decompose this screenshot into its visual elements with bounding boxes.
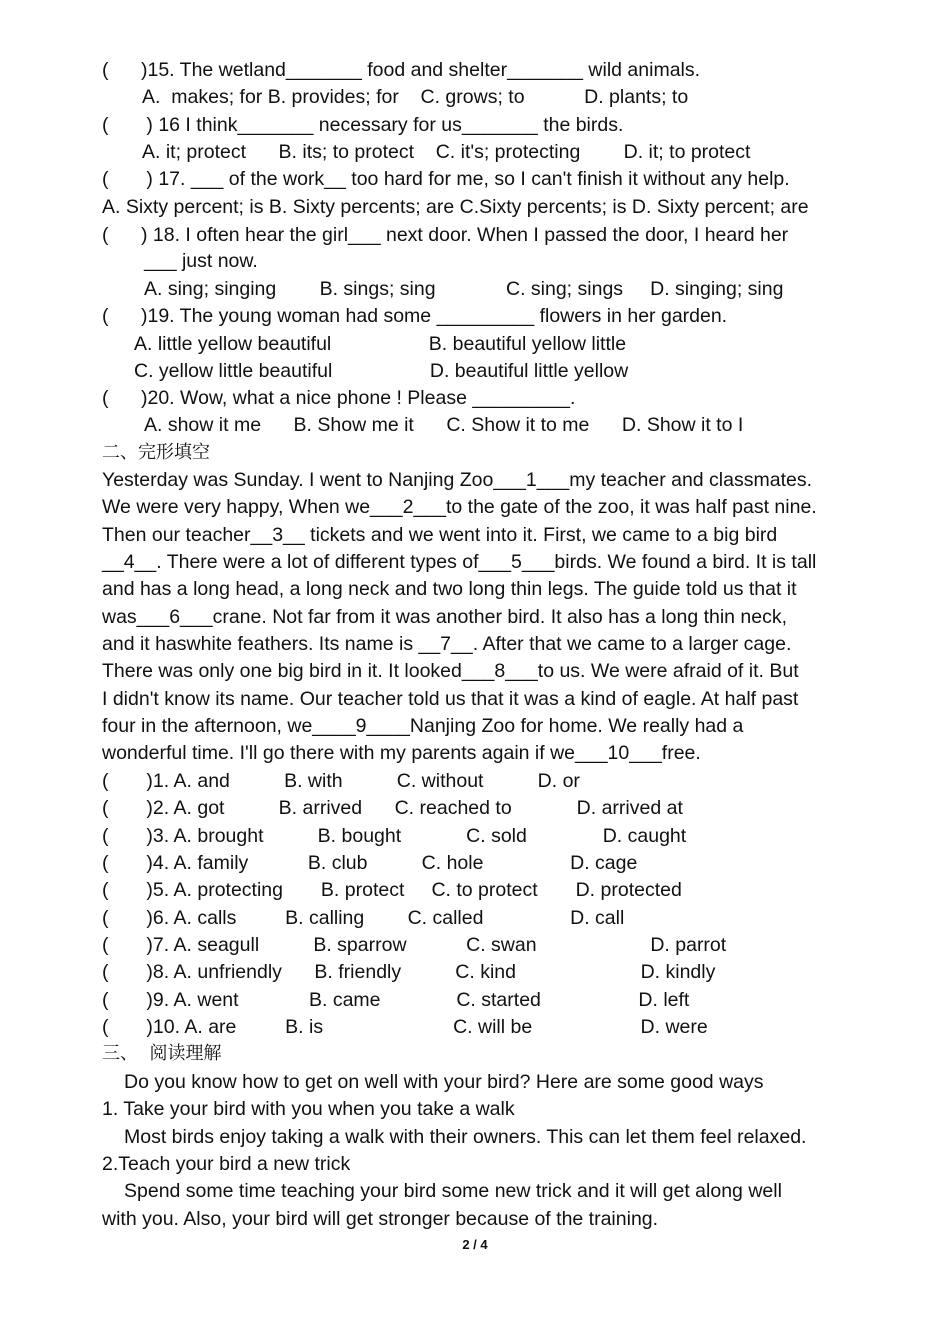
question-20-options: A. show it me B. Show me it C. Show it to me D. Show it to I <box>144 414 744 436</box>
reading-tip-2-text-continued: with you. Also, your bird will get stronger because of the training. <box>102 1208 659 1230</box>
reading-tip-1-heading: 1. Take your bird with you when you take a walk <box>102 1098 515 1120</box>
page-number: 2 / 4 <box>462 1237 488 1252</box>
cloze-option-3: ( )3. A. brought B. bought C. sold D. caught <box>102 825 687 847</box>
question-18: ( ) 18. I often hear the girl___ next door. When I passed the door, I heard her <box>102 224 789 246</box>
cloze-passage-line: We were very happy, When we___2___to the gate of the zoo, it was half past nine. <box>102 496 817 518</box>
question-18-options: A. sing; singing B. sings; sing C. sing; sings D. singing; sing <box>144 278 784 300</box>
cloze-option-8: ( )8. A. unfriendly B. friendly C. kind D. kindly <box>102 961 716 983</box>
cloze-passage-line: four in the afternoon, we____9____Nanjing Zoo for home. We really had a <box>102 715 744 737</box>
question-19-options-cd: C. yellow little beautiful D. beautiful little yellow <box>134 360 629 382</box>
cloze-passage-line: and it haswhite feathers. Its name is __7__. After that we came to a larger cage. <box>102 633 792 655</box>
question-19: ( )19. The young woman had some _________ flowers in her garden. <box>102 305 728 327</box>
cloze-option-1: ( )1. A. and B. with C. without D. or <box>102 770 580 792</box>
reading-tip-2-text: Spend some time teaching your bird some new trick and it will get along well <box>124 1180 782 1202</box>
cloze-option-6: ( )6. A. calls B. calling C. called D. call <box>102 907 625 929</box>
question-15: ( )15. The wetland_______ food and shelter_______ wild animals. <box>102 59 701 81</box>
cloze-passage-line: Then our teacher__3__ tickets and we went into it. First, we came to a big bird <box>102 524 778 546</box>
question-16: ( ) 16 I think_______ necessary for us_______ the birds. <box>102 114 624 136</box>
cloze-passage-line: There was only one big bird in it. It looked___8___to us. We were afraid of it. But <box>102 660 799 682</box>
cloze-option-10: ( )10. A. are B. is C. will be D. were <box>102 1016 708 1038</box>
cloze-passage-line: was___6___crane. Not far from it was another bird. It also has a long thin neck, <box>102 606 788 628</box>
question-16-options: A. it; protect B. its; to protect C. it's; protecting D. it; to protect <box>142 141 751 163</box>
cloze-option-7: ( )7. A. seagull B. sparrow C. swan D. parrot <box>102 934 727 956</box>
question-17-options: A. Sixty percent; is B. Sixty percents; are C.Sixty percents; is D. Sixty percent; are <box>102 196 809 218</box>
reading-tip-2-heading: 2.Teach your bird a new trick <box>102 1153 351 1175</box>
reading-intro: Do you know how to get on well with your bird? Here are some good ways <box>124 1071 764 1093</box>
question-18-continued: ___ just now. <box>144 250 258 272</box>
cloze-passage-line: Yesterday was Sunday. I went to Nanjing Zoo___1___my teacher and classmates. <box>102 469 812 491</box>
question-19-options-ab: A. little yellow beautiful B. beautiful yellow little <box>134 333 627 355</box>
cloze-passage-line: I didn't know its name. Our teacher told us that it was a kind of eagle. At half past <box>102 688 799 710</box>
question-17: ( ) 17. ___ of the work__ too hard for me, so I can't finish it without any help. <box>102 168 790 190</box>
section-heading-cloze: 二、完形填空 <box>102 442 210 463</box>
cloze-option-9: ( )9. A. went B. came C. started D. left <box>102 989 690 1011</box>
question-15-options: A. makes; for B. provides; for C. grows; to D. plants; to <box>142 86 689 108</box>
cloze-option-4: ( )4. A. family B. club C. hole D. cage <box>102 852 638 874</box>
cloze-passage-line: and has a long head, a long neck and two long thin legs. The guide told us that it <box>102 578 797 600</box>
question-20: ( )20. Wow, what a nice phone ! Please _________. <box>102 387 576 409</box>
cloze-option-5: ( )5. A. protecting B. protect C. to protect D. protected <box>102 879 682 901</box>
cloze-option-2: ( )2. A. got B. arrived C. reached to D. arrived at <box>102 797 683 819</box>
cloze-passage-line: __4__. There were a lot of different types of___5___birds. We found a bird. It is tall <box>102 551 817 573</box>
section-heading-reading: 三、 阅读理解 <box>102 1043 222 1064</box>
cloze-passage-line: wonderful time. I'll go there with my parents again if we___10___free. <box>102 742 701 764</box>
reading-tip-1-text: Most birds enjoy taking a walk with their owners. This can let them feel relaxed. <box>124 1126 807 1148</box>
